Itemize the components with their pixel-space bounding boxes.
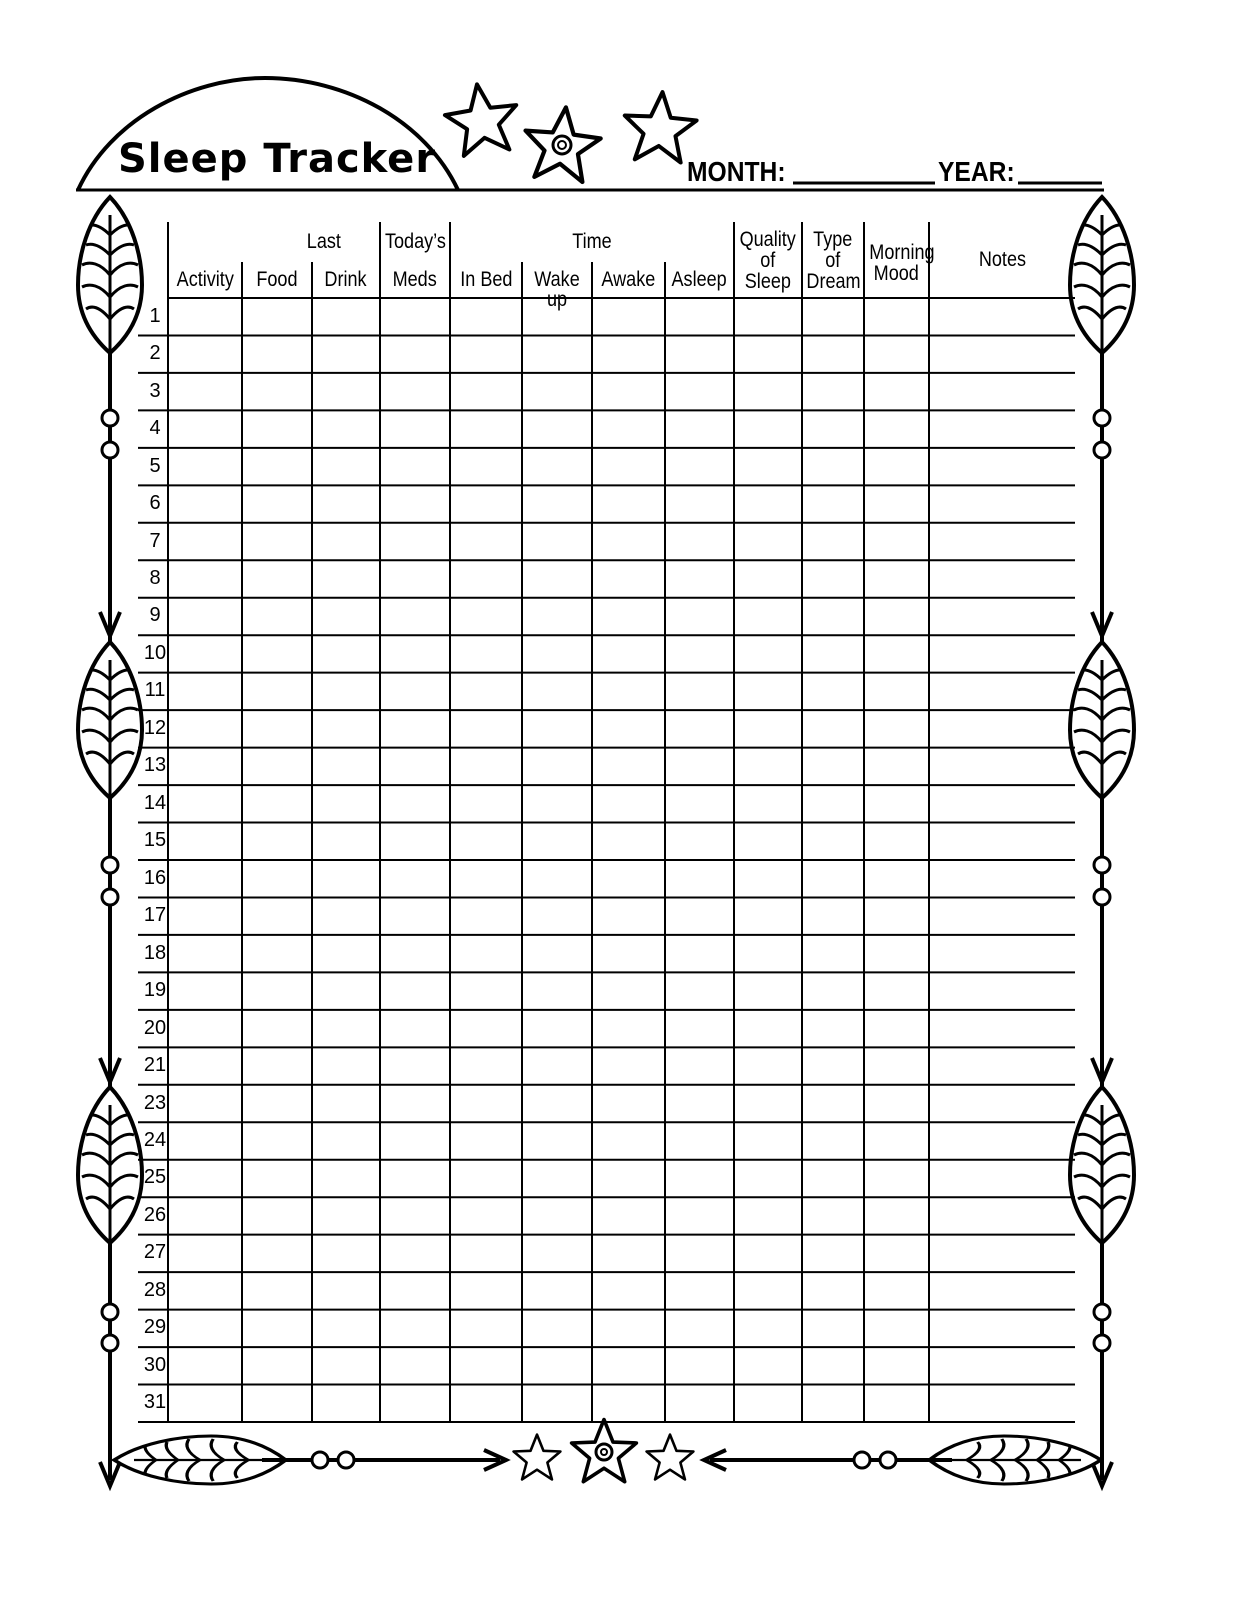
column-header-awake: Awake (601, 268, 656, 291)
row-number: 19 (143, 979, 167, 1002)
column-header-in-bed: In Bed (459, 268, 513, 291)
row-number: 5 (149, 454, 161, 477)
row-number: 29 (143, 1316, 167, 1339)
row-number: 11 (144, 679, 166, 702)
row-number: 10 (143, 641, 167, 664)
group-header-todays: Today’s (384, 230, 446, 253)
row-number: 21 (143, 1054, 167, 1077)
column-header-dream: Type (813, 228, 853, 251)
row-number: 12 (143, 716, 167, 739)
row-number: 27 (143, 1241, 167, 1264)
row-number: 28 (143, 1278, 167, 1301)
row-number: 23 (143, 1091, 167, 1114)
row-number: 14 (143, 791, 167, 814)
group-header-last: Last (306, 230, 342, 253)
row-number: 2 (149, 342, 161, 365)
month-label: MONTH: (687, 156, 786, 187)
column-header-drink: Drink (324, 268, 368, 291)
row-number: 30 (143, 1353, 167, 1376)
row-number: 17 (143, 904, 167, 927)
row-number: 31 (143, 1391, 167, 1414)
column-header-mood: Morning (869, 241, 935, 264)
row-number: 18 (143, 941, 167, 964)
row-number: 7 (149, 529, 161, 552)
column-header-quality: of (760, 249, 776, 272)
column-header-notes: Notes (978, 248, 1026, 271)
column-header-food: Food (256, 268, 298, 291)
row-number: 15 (143, 829, 167, 852)
group-header-time: Time (572, 230, 612, 253)
row-number: 20 (143, 1016, 167, 1039)
column-header-meds: Meds (392, 268, 438, 291)
row-number: 16 (143, 866, 167, 889)
row-number: 25 (143, 1166, 167, 1189)
row-number: 26 (143, 1203, 167, 1226)
column-header-mood: Mood (873, 262, 920, 285)
column-header-quality: Sleep (744, 270, 792, 293)
column-header-dream: of (825, 249, 841, 272)
column-header-wake-up: Wake up (534, 268, 580, 311)
row-number: 13 (143, 754, 167, 777)
row-number: 3 (149, 379, 161, 402)
row-number: 24 (143, 1129, 167, 1151)
row-number: 1 (149, 304, 161, 327)
year-label: YEAR: (938, 156, 1015, 187)
page-title: Sleep Tracker (118, 136, 437, 182)
row-number: 9 (149, 604, 161, 627)
row-number: 4 (149, 417, 161, 440)
column-header-quality: Quality (739, 228, 797, 251)
column-header-dream: Dream (806, 270, 861, 293)
column-header-asleep: Asleep (671, 268, 728, 291)
row-number: 8 (149, 567, 161, 589)
row-number: 6 (149, 492, 161, 515)
column-header-activity: Activity (176, 268, 234, 291)
